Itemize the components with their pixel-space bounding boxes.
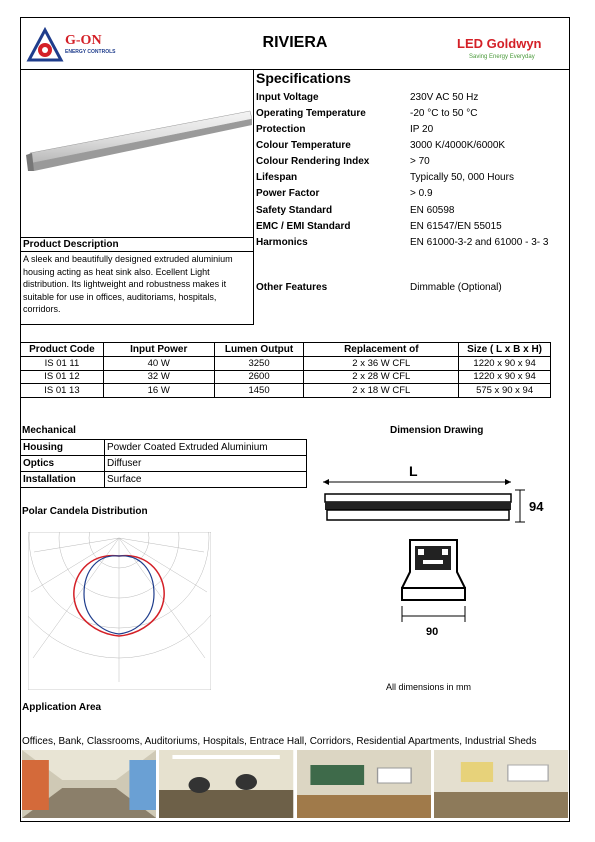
spec-label: Harmonics bbox=[256, 237, 308, 248]
spec-value: IP 20 bbox=[410, 124, 434, 135]
header bbox=[20, 17, 570, 70]
table-row bbox=[21, 440, 307, 456]
dimension-drawing bbox=[315, 460, 555, 640]
mech-label: Optics bbox=[21, 456, 105, 472]
photo-corridor bbox=[22, 750, 156, 818]
table-header-row bbox=[21, 343, 551, 357]
photo-classroom bbox=[297, 750, 431, 818]
spec-label: Colour Rendering Index bbox=[256, 156, 370, 167]
dimension-title: Dimension Drawing bbox=[390, 425, 484, 436]
column-header: Input Power bbox=[103, 343, 214, 357]
product-description-title: Product Description bbox=[20, 237, 254, 252]
product-image bbox=[22, 71, 252, 236]
table-cell: 32 W bbox=[103, 370, 214, 384]
dimension-note: All dimensions in mm bbox=[386, 682, 472, 692]
spec-value: EN 61000-3-2 and 61000 - 3- 3 bbox=[410, 237, 549, 248]
table-cell: IS 01 13 bbox=[21, 384, 104, 398]
spec-label: Operating Temperature bbox=[256, 108, 366, 119]
table-cell: 2 x 36 W CFL bbox=[304, 357, 459, 371]
table-cell: 1450 bbox=[214, 384, 304, 398]
spec-value: 230V AC 50 Hz bbox=[410, 92, 479, 103]
table-row bbox=[21, 472, 307, 488]
spec-label: Colour Temperature bbox=[256, 140, 351, 151]
width-label: 90 bbox=[426, 626, 439, 638]
gon-logo-subtext: ENERGY CONTROLS bbox=[65, 49, 116, 55]
column-header: Size ( L x B x H) bbox=[459, 343, 551, 357]
photo-hall bbox=[434, 750, 568, 818]
spec-value: 3000 K/4000K/6000K bbox=[410, 140, 506, 151]
application-photos bbox=[22, 750, 568, 818]
spec-label: Power Factor bbox=[256, 188, 320, 199]
table-cell: 2 x 18 W CFL bbox=[304, 384, 459, 398]
height-label: 94 bbox=[529, 499, 544, 514]
goldwyn-logo-subtext: Saving Energy Everyday bbox=[469, 54, 535, 60]
application-text: Offices, Bank, Classrooms, Auditoriums, Hospitals, Entrace Hall, Corridors, Residential Apartments, Industrial Sheds bbox=[22, 736, 537, 747]
application-title: Application Area bbox=[22, 702, 102, 713]
page-title: RIVIERA bbox=[262, 34, 328, 51]
product-table bbox=[20, 342, 551, 398]
photo-office bbox=[159, 750, 293, 818]
table-cell: IS 01 12 bbox=[21, 370, 104, 384]
spec-value: EN 60598 bbox=[410, 205, 455, 216]
table-cell: 16 W bbox=[103, 384, 214, 398]
mech-value: Diffuser bbox=[105, 456, 307, 472]
product-description-text: A sleek and beautifully designed extruded aluminium housing acting as heat sink also. Ecellent Light distribution. Its lightweight and robustness makes it suitable for use in offices, auditoriams, hospitals, corridors. bbox=[20, 252, 254, 325]
spec-label: Other Features bbox=[256, 282, 328, 293]
column-header: Replacement of bbox=[304, 343, 459, 357]
mech-label: Installation bbox=[21, 472, 105, 488]
table-row bbox=[21, 370, 551, 384]
column-header: Lumen Output bbox=[214, 343, 304, 357]
table-row bbox=[21, 357, 551, 371]
polar-title: Polar Candela Distribution bbox=[22, 506, 148, 517]
table-cell: 1220 x 90 x 94 bbox=[459, 370, 551, 384]
goldwyn-logo bbox=[455, 28, 565, 62]
specifications-title: Specifications bbox=[256, 70, 351, 86]
table-cell: 2600 bbox=[214, 370, 304, 384]
table-cell: 3250 bbox=[214, 357, 304, 371]
goldwyn-logo-text: LED Goldwyn bbox=[457, 36, 542, 51]
table-cell: 1220 x 90 x 94 bbox=[459, 357, 551, 371]
spec-label: Lifespan bbox=[256, 172, 298, 183]
divider bbox=[253, 70, 254, 325]
spec-value: > 0.9 bbox=[410, 188, 433, 199]
mech-value: Surface bbox=[105, 472, 307, 488]
spec-value: > 70 bbox=[410, 156, 430, 167]
spec-label: Protection bbox=[256, 124, 306, 135]
spec-label: Input Voltage bbox=[256, 92, 319, 103]
length-label: L bbox=[409, 463, 418, 479]
mech-value: Powder Coated Extruded Aluminium bbox=[105, 440, 307, 456]
column-header: Product Code bbox=[21, 343, 104, 357]
table-cell: 2 x 28 W CFL bbox=[304, 370, 459, 384]
spec-value: EN 61547/EN 55015 bbox=[410, 221, 502, 232]
spec-value: -20 °C to 50 °C bbox=[410, 108, 478, 119]
spec-label: Safety Standard bbox=[256, 205, 333, 216]
gon-logo-text: G-ON bbox=[65, 33, 102, 48]
table-cell: 575 x 90 x 94 bbox=[459, 384, 551, 398]
table-row bbox=[21, 384, 551, 398]
table-cell: 40 W bbox=[103, 357, 214, 371]
mechanical-title: Mechanical bbox=[22, 425, 76, 436]
table-cell: IS 01 11 bbox=[21, 357, 104, 371]
mech-label: Housing bbox=[21, 440, 105, 456]
spec-value: Dimmable (Optional) bbox=[410, 282, 502, 293]
table-row bbox=[21, 456, 307, 472]
polar-candela-chart bbox=[28, 532, 211, 690]
spec-value: Typically 50, 000 Hours bbox=[410, 172, 514, 183]
spec-label: EMC / EMI Standard bbox=[256, 221, 351, 232]
mechanical-table bbox=[20, 439, 307, 488]
